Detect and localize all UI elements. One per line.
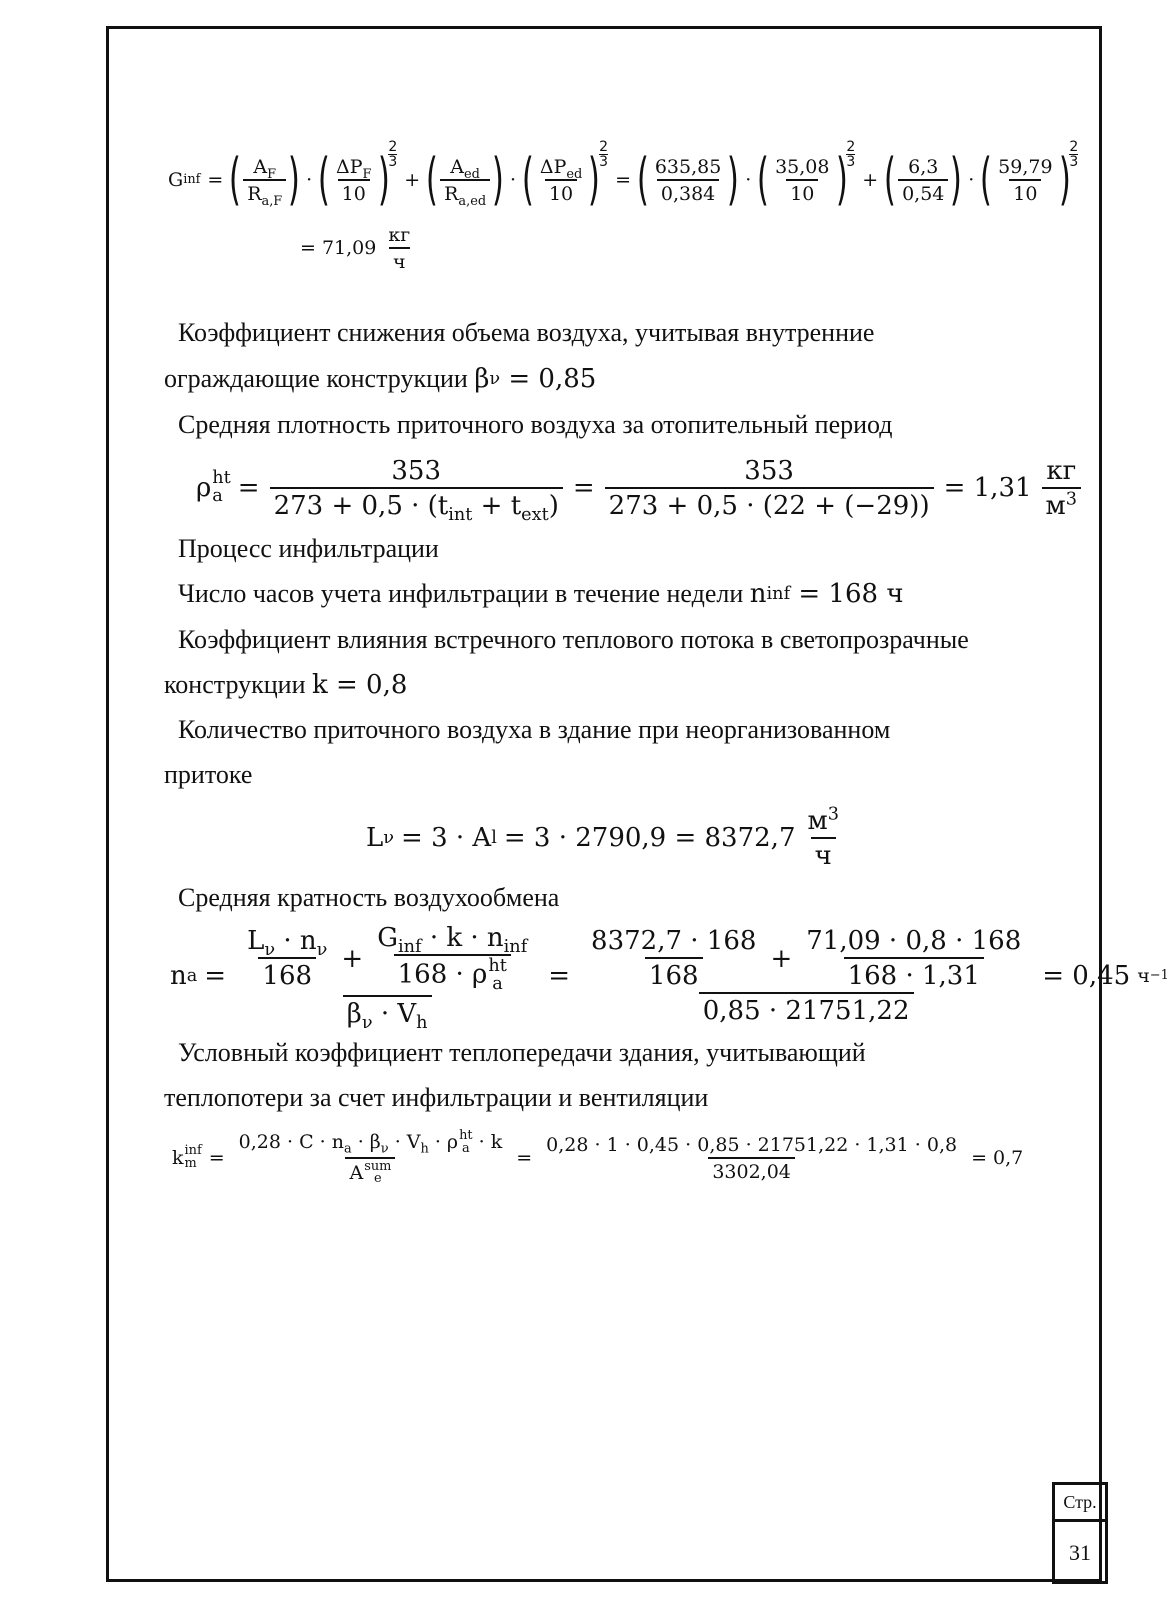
paragraph-hours: Число часов учета инфильтрации в течение недели n inf = 168 ч — [178, 579, 904, 609]
equation-lv: L ν = 3 · A l = 3 · 2790,9 = 8372,7 $\frac{м^3}{ч}$ — [366, 803, 839, 871]
paragraph-k-line1: Коэффициент влияния встречного теплового потока в светопрозрачные — [178, 625, 969, 654]
paragraph-beta-line1: Коэффициент снижения объема воздуха, учитывая внутренние — [178, 318, 875, 347]
paragraph-density: Средняя плотность приточного воздуха за отопительный период — [178, 410, 893, 439]
paragraph-heat-line2: теплопотери за счет инфильтрации и вентиляции — [164, 1083, 709, 1112]
paragraph-infiltration: Процесс инфильтрации — [178, 534, 439, 563]
equation-na: n a = $\frac{L_\nu \cdot n_\nu}{168}$ + $G_{inf} \cdot k \cdot n_{inf}$ 168 · ρ ht a $\beta_\nu \cdot V_h$ = $\frac{8372,7 \cdot 168}{168}$ + $\frac{71,09 \cdot 0,8 \cdot 168}{168 \cdot 1,31}$ 0,85 · 21751,22 = 0,45 ч −1 — [170, 923, 1169, 1033]
equation-ginf-result: = 71,09 $\frac{кг}{ч}$ — [300, 223, 411, 273]
paragraph-air-line1: Количество приточного воздуха в здание при неорганизованном — [178, 715, 891, 744]
page-number: 31 — [1069, 1540, 1091, 1565]
equation-km: k inf m = $0,28 \cdot C \cdot n_a \cdot \beta_\nu \cdot V_h \cdot \rho$ ht a · k A sum e = $\frac{0,28 \cdot 1 \cdot 0,45 \cdot 0,85 \cdot 21751,22 \cdot 1,31 \cdot 0,8}{3302,04}$ = 0,7 — [172, 1127, 1024, 1187]
paragraph-beta-line2: ограждающие конструкции β ν = 0,85 — [164, 364, 597, 394]
page-label: Стр. — [1055, 1485, 1105, 1522]
equation-ginf: G inf = ( $\frac{A_F}{R_{a,F}}$ ) · ( $\frac{\Delta P_F}{10}$ ) 2 3 + ( $\frac{A_{ed}}{R_{a,ed}}$ ) · ( $\frac{\Delta P_{ed}}{10}$ ) $\frac{2}{3}$ = ( $\frac{635,85}{0,384}$ ) · ( $\frac{35,08}{10}$ ) 2 3 + ( $\frac{6,3}{0,54}$ ) · ( $\frac{59,79}{10}$ ) 2 3 — [168, 139, 1079, 212]
paragraph-air-line2: притоке — [164, 760, 253, 789]
equation-rho: ρ ht a = $\frac{353}{273 + 0,5 \cdot (t_{int} + t_{ext})}$ = $\frac{353}{273 + 0,5 \cdot (22 + (-29))}$ = 1,31 $\frac{кг}{м^3}$ — [196, 450, 1084, 526]
paragraph-heat-line1: Условный коэффициент теплопередачи здания, учитывающий — [178, 1038, 866, 1067]
page-number-stamp — [1052, 1482, 1108, 1584]
paragraph-exchange: Средняя кратность воздухообмена — [178, 883, 560, 912]
page-frame — [106, 26, 1102, 1582]
paragraph-k-line2: конструкции k = 0,8 — [164, 670, 408, 700]
